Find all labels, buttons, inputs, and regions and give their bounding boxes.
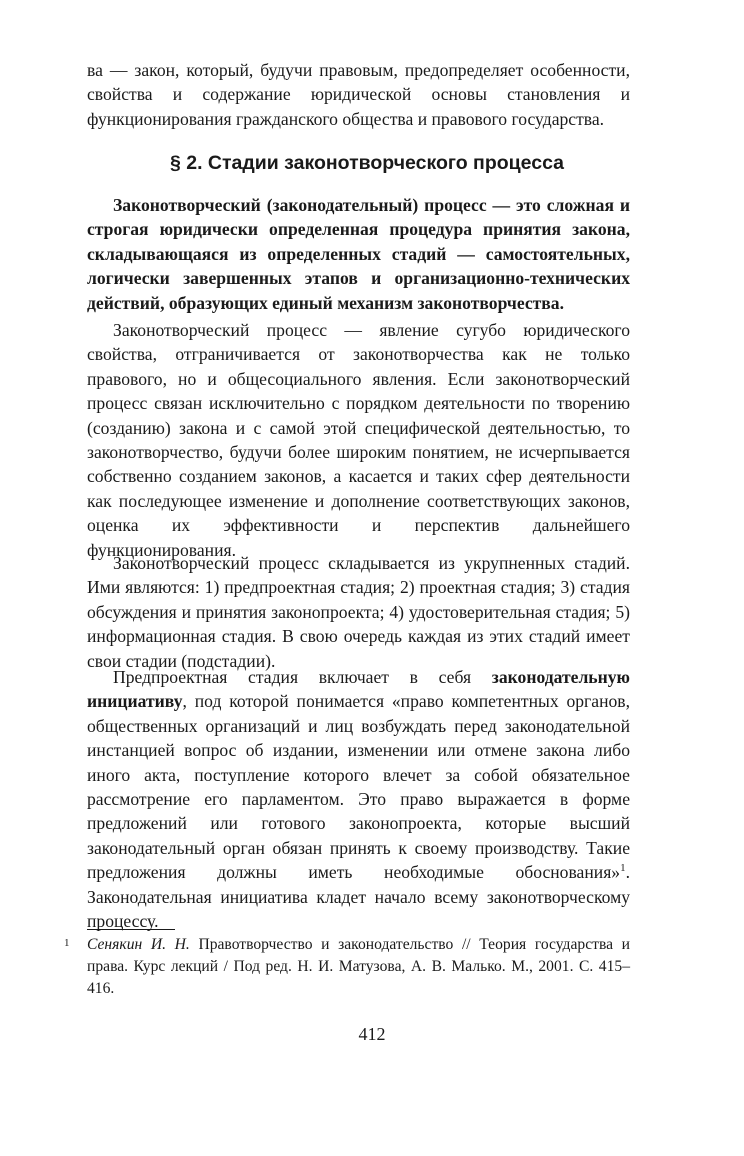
section-heading: § 2. Стадии законотворческого процесса [169,152,565,174]
footnote [64,934,630,1000]
page-number: 412 [358,1024,386,1044]
legislative-initiative-term: законодательную инициативу [87,667,630,712]
paragraph-4-text-c: , под которой понимается «право компетентных органов, общественных организаций и лиц возбуждать перед законодательной инстанцией вопрос об издании, изменении или отмене закона либо иного акта, поступление которого влечет за собой обязательное рассмотрение его парламентом. Это право выражается в форме предложений или готового законопроекта, которые высший законодательный орган обязан принять к своему производству. Такие предложения должны иметь необходимые обоснования» [87,691,630,883]
lead-definition-paragraph: Законотворческий (законодательный) процесс — это сложная и строгая юридически определенная процедура принятия закона, складывающаяся из определенных стадий — самостоятельных, логически завершенных этапов и организационно-технических действий, образующих единый механизм законотворчества. [87,195,630,313]
lead-definition-block [87,193,630,315]
footnote-reference[interactable]: 1 [620,862,626,875]
paragraph-stages [87,551,630,673]
paragraph-preproject [87,665,630,933]
footnote-body [87,934,630,1000]
paragraph-2: Законотворческий процесс — явление сугубо юридического свойства, отграничивается от законотворчества как не только правового, но и общесоциального явления. Если законотворческий процесс связан исключительно с порядком деятельности по творению (созданию) закона и с самой этой специфической деятельностью, то законотворчество, будучи более широким понятием, не исчерпывается собственно созданием законов, а касается и таких сфер деятельности как последующее изменение и дополнение соответствующих законов, оценка их эффективности и перспектив дальнейшего функционирования. [87,320,630,560]
paragraph-4-text-d: . Законодательная инициатива кладет начало всему законотворческому процессу. [87,862,630,932]
paragraph-process-nature [87,318,630,562]
footnote-mark: 1 [64,937,70,949]
footnote-citation: Правотворчество и законодательство // Теория государства и права. Курс лекций / Под ред. Н. И. Матузова, А. В. Малько. М., 2001. С. 415–416. [87,936,630,997]
top-text-fragment [87,58,630,131]
continued-paragraph: ва — закон, который, будучи правовым, предопределяет особенности, свойства и содержание юридической основы становления и функционирования гражданского общества и правового государства. [87,60,630,129]
paragraph-4-text-a: Предпроектная стадия включает в себя [113,667,492,687]
paragraph-4 [87,665,630,933]
footnote-author: Сенякин И. Н. [87,936,190,953]
paragraph-3: Законотворческий процесс складывается из укрупненных стадий. Ими являются: 1) предпроектная стадия; 2) проектная стадия; 3) стадия обсуждения и принятия законопроекта; 4) удостоверительная стадия; 5) информационная стадия. В свою очередь каждая из этих стадий имеет свои стадии (подстадии). [87,553,630,671]
footnote-divider [87,929,175,930]
